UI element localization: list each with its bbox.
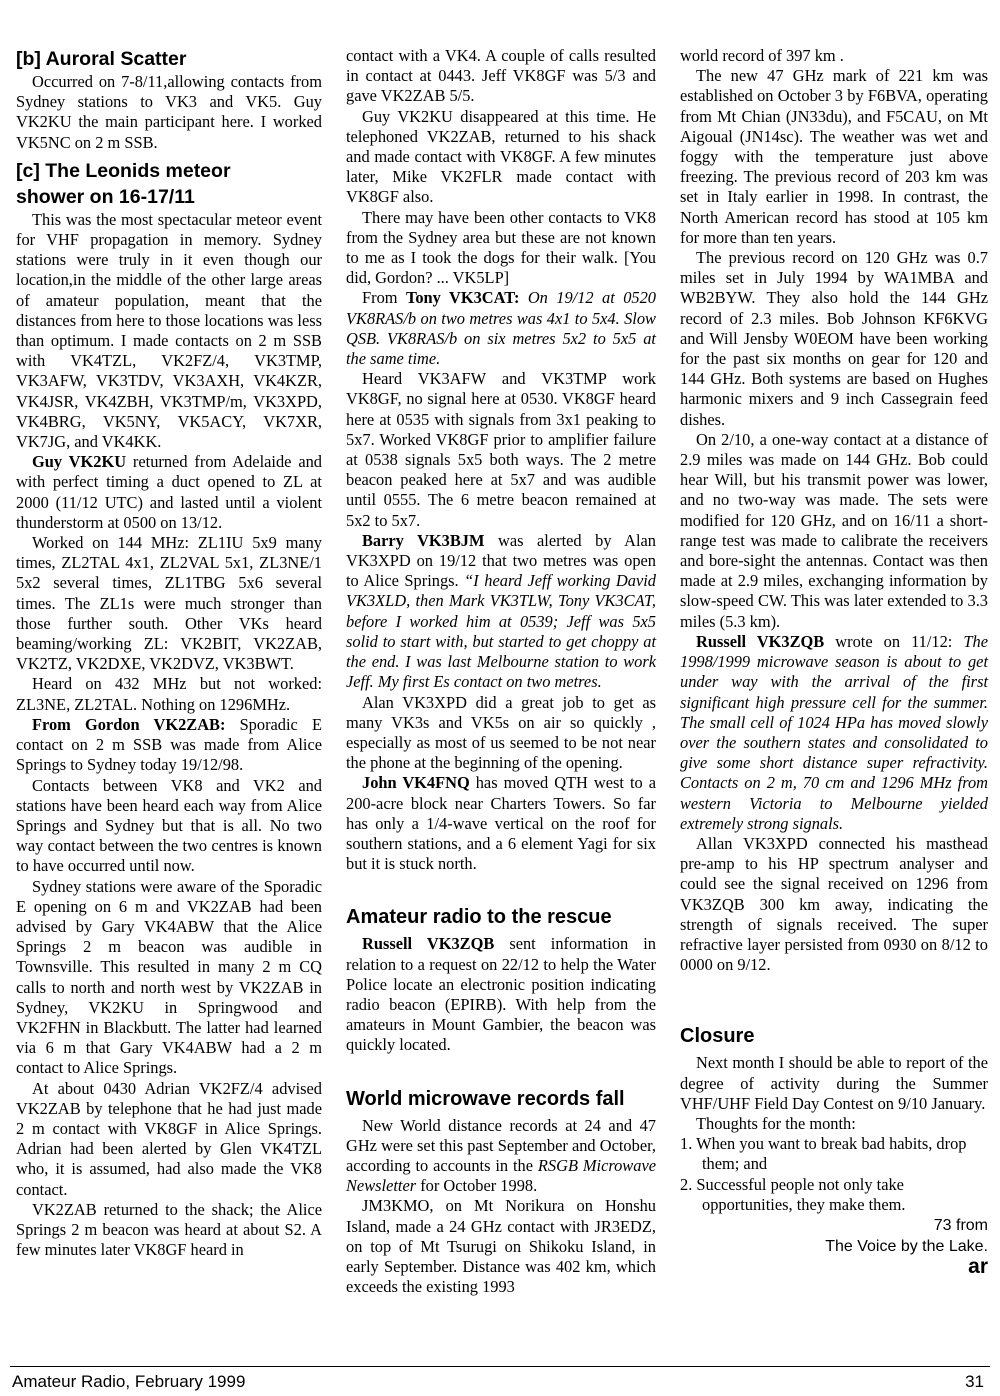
publication-title: RSGB Microwave Newsletter: [346, 1155, 656, 1196]
paragraph: [346, 934, 656, 1055]
heading-leonids-line2: shower on 16-17/11: [16, 185, 195, 208]
paragraph-text: Sporadic E contact on 2 m SSB was made from Alice Springs to Sydney today 19/12/98.: [16, 714, 322, 775]
quote-text: The 1998/1999 microwave season is about to get under way with the arrival of the first significant high pressure cell for the summer. The small cell of 1024 HPa has moved slowly over the southern states and consolidated to give some short distance super refractivity. Contacts on 2 m, 70 cm and 1296 MHz from western Victoria to Melbourne yielded extremely strong signals.: [680, 631, 988, 833]
list-item: 1. When you want to break bad habits, drop them; and: [680, 1134, 967, 1174]
heading-microwave-records: World microwave records fall: [346, 1087, 625, 1110]
paragraph: Thoughts for the month:: [696, 1113, 856, 1133]
paragraph: This was the most spectacular meteor event for VHF propagation in memory. Sydney stations were truly in it even though our location,in the middle of the other large areas of amateur population, meant that the distances from here to those locations was less than optimum. I made contacts on 2 m SSB with VK4TZL, VK2FZ/4, VK3TMP, VK3AFW, VK3TDV, VK3AXH, VK4KZR, VK4JSR, VK4ZBH, VK3TMP/m, VK3XPD, VK4BRG, VK5NY, VK5ACY, VK7XR, VK7JG, and VK4KK.: [16, 209, 322, 452]
heading-closure: Closure: [680, 1025, 755, 1048]
column-2: [346, 46, 656, 1297]
heading-auroral-scatter: [b] Auroral Scatter: [16, 48, 187, 70]
quote-text: “I heard Jeff working David VK3XLD, then Mark VK3TLW, Tony VK3CAT, before I worked him at 0539; Jeff was 5x5 solid to start with, but started to get choppy at the end. I was last Melbourne station to work Jeff. My first Es contact on two metres.: [346, 571, 656, 692]
paragraph-text: wrote on 11/12:: [824, 631, 964, 651]
paragraph: Next month I should be able to report of the degree of activity during the Summer VHF/UHF Field Day Contest on 9/10 January.: [680, 1053, 988, 1113]
paragraph-text: was alerted by Alan VK3XPD on 19/12 that two metres was open to Alice Springs.: [346, 530, 656, 591]
heading-rescue: Amateur radio to the rescue: [346, 906, 612, 929]
signoff-line: 73 from: [933, 1216, 988, 1234]
column-3: [680, 46, 988, 1277]
footer-publication: Amateur Radio, February 1999: [12, 1372, 246, 1391]
list-item: 2. Successful people not only take opportunities, they make them.: [680, 1174, 906, 1214]
paragraph: On 2/10, a one-way contact at a distance of 2.9 miles was made on 144 GHz. Bob could hear Will, but his transmit power was lower, and no two-way was made. The sets were modified for 120 GHz, and on 16/11 a short-range test was made to calibrate the receivers and bore-sight the antennas. Contact was then made at 2.9 miles, exchanging information by slow-speed CW. This was later extended to 3.3 miles (5.3 km).: [680, 429, 988, 631]
signoff-author: The Voice by the Lake.: [825, 1237, 988, 1255]
heading-leonids-line1: [c] The Leonids meteor: [16, 159, 231, 182]
paragraph: Occurred on 7-8/11,allowing contacts from Sydney stations to VK3 and VK5. Guy VK2KU the main participant here. I worked VK5NC on 2 m SSB.: [16, 72, 322, 152]
paragraph: [16, 715, 322, 776]
paragraph: There may have been other contacts to VK8 from the Sydney area but these are not known to me as I took the dogs for their walk. [You did, Gordon? ... VK5LP]: [346, 207, 656, 288]
paragraph: world record of 397 km .: [680, 46, 844, 65]
paragraph: [346, 1116, 656, 1197]
paragraph: Heard on 432 MHz but not worked: ZL3NE, ZL2TAL. Nothing on 1296MHz.: [16, 674, 322, 714]
paragraph: Guy VK2KU disappeared at this time. He telephoned VK2ZAB, returned to his shack and made contact with VK8GF. A few minutes later, Mike VK2FLR made contact with VK8GF also.: [346, 106, 656, 207]
column-1: [16, 46, 322, 1260]
paragraph-text: New World distance records at 24 and 47 GHz were set this past September and October, according to accounts in the: [346, 1115, 656, 1175]
paragraph-text: for October 1998.: [416, 1176, 538, 1196]
paragraph: JM3KMO, on Mt Norikura on Honshu Island, made a 24 GHz contact with JR3EDZ, on top of Mt Tsurugi on Shikoku Island, in early September. Distance was 402 km, which exceeds the existing 1993: [346, 1196, 656, 1297]
paragraph-text: returned from Adelaide and with perfect timing a duct opened to ZL at 2000 (11/12 UTC) and lasted until a violent thunderstorm at 0500 on 13/12.: [16, 452, 322, 532]
paragraph: [346, 288, 656, 369]
paragraph-text: sent information in relation to a request on 22/12 to help the Water Police locate an electronic position indicating radio beacon (EPIRB). With help from the amateurs in Mount Gambier, the beacon was quickly located.: [346, 934, 656, 1055]
paragraph: contact with a VK4. A couple of calls resulted in contact at 0443. Jeff VK8GF was 5/3 and gave VK2ZAB 5/5.: [346, 46, 656, 106]
paragraph: The new 47 GHz mark of 221 km was established on October 3 by F6BVA, operating from Mt Chian (JN33du), and F5CAU, on Mt Aigoual (JN14sc). The weather was wet and foggy with the temperature just above freezing. The previous record of 203 km was set in Italy earlier in 1998. In contrast, the North American record has stood at 105 km for more than ten years.: [680, 66, 988, 247]
paragraph: Heard VK3AFW and VK3TMP work VK8GF, no signal here at 0530. VK8GF heard here at 0535 with signals from 3x1 peaking to 5x7. Worked VK8GF prior to amplifier failure at 0538 signals 5x5 both ways. The 2 metre beacon peaked here at 5x7 and was audible until 0555. The 6 metre beacon remained at 5x2 to 5x7.: [346, 369, 656, 530]
paragraph: At about 0430 Adrian VK2FZ/4 advised VK2ZAB by telephone that he had just made 2 m contact with VK8GF in Alice Springs. Adrian had been alerted by Glen VK4TZL who, it is assumed, had also made the VK8 contact.: [16, 1078, 322, 1199]
paragraph: Contacts between VK8 and VK2 and stations have been heard each way from Alice Springs and Sydney but that is all. No two way contact between the two centres is known to have occurred until now.: [16, 775, 322, 876]
paragraph: The previous record on 120 GHz was 0.7 miles set in July 1994 by WA1MBA and WB2BYW. They also hold the 144 GHz record of 2.3 miles. Bob Johnson KF6KVG and Will Jensby W0EOM have been working for the past six months on gear for 120 and 144 GHz. Both systems are based on Hughes harmonic mixers and 9 inch Cassegrain feed dishes.: [680, 248, 988, 429]
paragraph: [346, 773, 656, 874]
page-number: 31: [965, 1372, 984, 1391]
paragraph: [346, 531, 656, 693]
quote-text: On 19/12 at 0520 VK8RAS/b on two metres was 4x1 to 5x4. Slow QSB. VK8RAS/b on six metres 5x2 to 5x5 at the same time.: [346, 288, 656, 369]
paragraph-text: From: [362, 288, 406, 308]
paragraph: VK2ZAB returned to the shack; the Alice Springs 2 m beacon was heard at about S2. A few minutes later VK8GF heard in: [16, 1199, 322, 1260]
callsign-name: Guy VK2KU: [32, 452, 127, 472]
paragraph: Allan VK3XPD connected his masthead pre-amp to his HP spectrum analyser and could see the signal received on 1296 from VK3ZQB 300 km away, indicating the strength of signals received. The super refractive layer persisted from 0930 on 8/12 to 0000 on 9/12.: [680, 833, 988, 975]
paragraph: [16, 452, 322, 533]
paragraph: Alan VK3XPD did a great job to get as many VK3s and VK5s on air so quickly , especially as most of us seemed to be not near the phone at the beginning of the opening.: [346, 692, 656, 773]
callsign-name: Barry VK3BJM: [362, 530, 485, 550]
paragraph: Worked on 144 MHz: ZL1IU 5x9 many times, ZL2TAL 4x1, ZL2VAL 5x1, ZL3NE/1 5x2 several times, ZL1TBG 5x6 several times. The ZL1s were much stronger than those further south. Other VKs heard beaming/working ZL: VK2BIT, VK2ZAB, VK2TZ, VK2DXE, VK2DVZ, VK3BWT.: [16, 533, 322, 674]
paragraph-text: has moved QTH west to a 200-acre block near Charters Towers. So far has only a 1/4-wave vertical on the roof for southern stations, and a 6 element Yagi for six but it is stuck north.: [346, 773, 656, 874]
paragraph: Sydney stations were aware of the Sporadic E opening on 6 m and VK2ZAB had been advised by Gary VK4ABW that the Alice Springs 2 m beacon was audible in Townsville. This resulted in many 2 m CQ calls to north and north west by VK2ZAB in Sydney, VK2KU in Springwood and VK2FHN in Blackbutt. The latter had learned via 6 m that Gary VK4ABW had a 2 m contact to Alice Springs.: [16, 876, 322, 1078]
paragraph: [680, 632, 988, 834]
callsign-name: John VK4FNQ: [362, 773, 470, 793]
callsign-name: Tony VK3CAT:: [405, 288, 520, 308]
callsign-name: From Gordon VK2ZAB:: [32, 714, 226, 734]
callsign-name: Russell VK3ZQB: [362, 934, 495, 954]
footer-divider: [10, 1366, 990, 1367]
end-mark: ar: [968, 1254, 988, 1278]
callsign-name: Russell VK3ZQB: [696, 631, 825, 651]
thoughts-list: [680, 1134, 988, 1215]
